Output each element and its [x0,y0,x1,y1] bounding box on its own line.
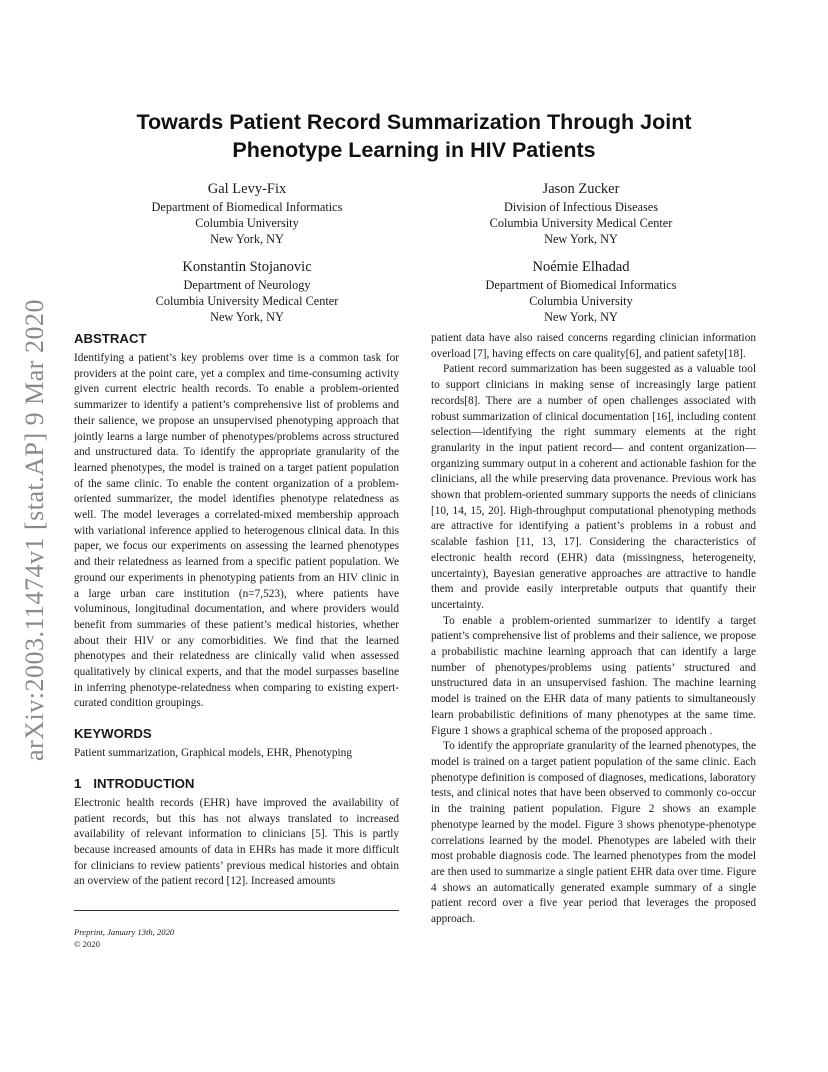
author-affiliation: Department of Biomedical Informatics [151,200,343,214]
author-name: Gal Levy-Fix [207,181,287,197]
keywords-heading: KEYWORDS [74,726,152,742]
author-affiliation: Department of Neurology [183,278,311,292]
paper-title [74,108,754,164]
introduction-heading [74,775,399,793]
abstract-text: Identifying a patient’s key problems over time is a common task for providers at the point care, yet a complex and time-consuming activity given current electric health records. To enable a problem-oriented summarizer to identify a patient’s comprehensive list of problems and their salience, we propose an unsupervised phenotyping approach that jointly learns a large number of phenotypes/problems across structured and unstructured data. To identify the appropriate granularity of the learned phenotypes, the model is trained on a target patient population of the same clinic. To enable the content organization of a problem-oriented summarizer, the model identifies phenotype relatedness as well. The model leverages a correlated-mixed membership approach with variational inference applied to heterogenous clinical data. In this paper, we focus our experiments on assessing the learned phenotypes and their relatedness as learned from a specific patient population. We ground our experiments in phenotyping patients from an HIV clinic in a large urban care institution (n=7,523), where patients have voluminous, longitudinal documentation, and where providers would benefit from summaries of these patient’s medical histories, whether about their HIV or any comorbidities. We find that the learned phenotypes and their relatedness are clinically valid when assessed qualitatively by clinical experts, and that the model surpasses baseline in inferring phenotype-relatedness when comparing to existing expert-curated condition groupings. [74,352,399,710]
abstract-heading: ABSTRACT [74,331,147,346]
author-block-2 [431,180,731,247]
author-affiliation: Columbia University [529,294,633,308]
author-name: Jason Zucker [542,181,620,197]
footnote [74,926,399,950]
title-line-2: Phenotype Learning in HIV Patients [232,138,596,162]
author-affiliation: Columbia University Medical Center [155,294,339,308]
body-paragraph: To identify the appropriate granularity of the learned phenotypes, the model is trained on a target patient population of the same clinic. Each phenotype definition is composed of diagnoses, medications, laboratory tests, and clinical notes that have been observed to commonly co-occur in the training patient population. Figure 2 shows an example phenotype learned by the model. Figure 3 shows phenotype-phenotype correlations learned by the model. Phenotypes are labeled with their most probable diagnosis code. The learned phenotypes from the model are then used to summarize a single patient EHR data over time. Figure 4 shows an automatically generated example summary of a single patient record over a five year period that leverages the proposed approach. [431,740,756,926]
author-affiliation: New York, NY [210,310,284,324]
author-affiliation: Columbia University Medical Center [489,216,673,230]
section-title: INTRODUCTION [93,775,195,791]
right-column [431,331,756,928]
title-line-1: Towards Patient Record Summarization Through Joint [136,110,692,134]
author-affiliation: New York, NY [210,232,284,246]
arxiv-stamp [10,290,60,770]
author-name: Konstantin Stojanovic [182,259,312,275]
author-affiliation: Department of Biomedical Informatics [485,278,677,292]
author-affiliation: Columbia University [195,216,299,230]
copyright-note: © 2020 [74,939,100,949]
arxiv-identifier: arXiv:2003.11474v1 [stat.AP] 9 Mar 2020 [20,299,49,761]
body-paragraph: To enable a problem-oriented summarizer to identify a target patient’s comprehensive list of problems and their salience, we propose a probabilistic machine learning approach that can identify a large number of phenotypes/problems using patients’ structured and unstructured data in an unsupervised fashion. The machine learning model is trained on the EHR data of many patients to simultaneously learn probabilistic definitions of many phenotypes at the same time. Figure 1 shows a graphical schema of the proposed approach . [431,614,756,737]
body-paragraph: Patient record summarization has been suggested as a valuable tool to support clinicians in making sense of increasingly large patient records[8]. There are a number of open challenges associated with robust summarization of clinical documentation [16], including content selection—identifying the right summary elements at the right granularity in the input patient record— and content organization—organizing summary output in a coherent and actionable fashion for the clinicians, all the while preserving data provenance. Previous work has shown that problem-oriented summary supports the needs of clinicians [10, 14, 15, 20]. High-throughput computational phenotyping methods are attractive for identifying a patient’s problems in a robust and scalable fashion [11, 13, 17]. Considering the characteristics of electronic health record (EHR) data (missingness, heterogeneity, uncertainty), Bayesian generative approaches are attractive to handle them and provide easily interpretable outputs that quantify their uncertainty. [431,363,756,611]
author-name: Noémie Elhadad [532,259,630,275]
keywords-text: Patient summarization, Graphical models, EHR, Phenotyping [74,747,352,760]
introduction-text: Electronic health records (EHR) have improved the availability of patient records, but this has not always translated to increased availability of relevant information to clinicians [5]. This is partly because increased amounts of data in EHRs has made it more difficult for clinicians to review patients’ previous medical histories and obtain an overview of the patient record [12]. Increased amounts [74,796,399,888]
author-block-4 [431,258,731,325]
author-affiliation: Division of Infectious Diseases [503,200,659,214]
left-column [74,330,399,890]
preprint-note: Preprint, January 13th, 2020 [74,927,175,937]
body-paragraph: patient data have also raised concerns regarding clinician information overload [7], having effects on care quality[6], and patient safety[18]. [431,332,756,360]
section-number: 1 [74,775,82,791]
footnote-divider [74,910,399,911]
author-block-3 [97,258,397,325]
author-affiliation: New York, NY [544,232,618,246]
author-block-1 [97,180,397,247]
author-affiliation: New York, NY [544,310,618,324]
